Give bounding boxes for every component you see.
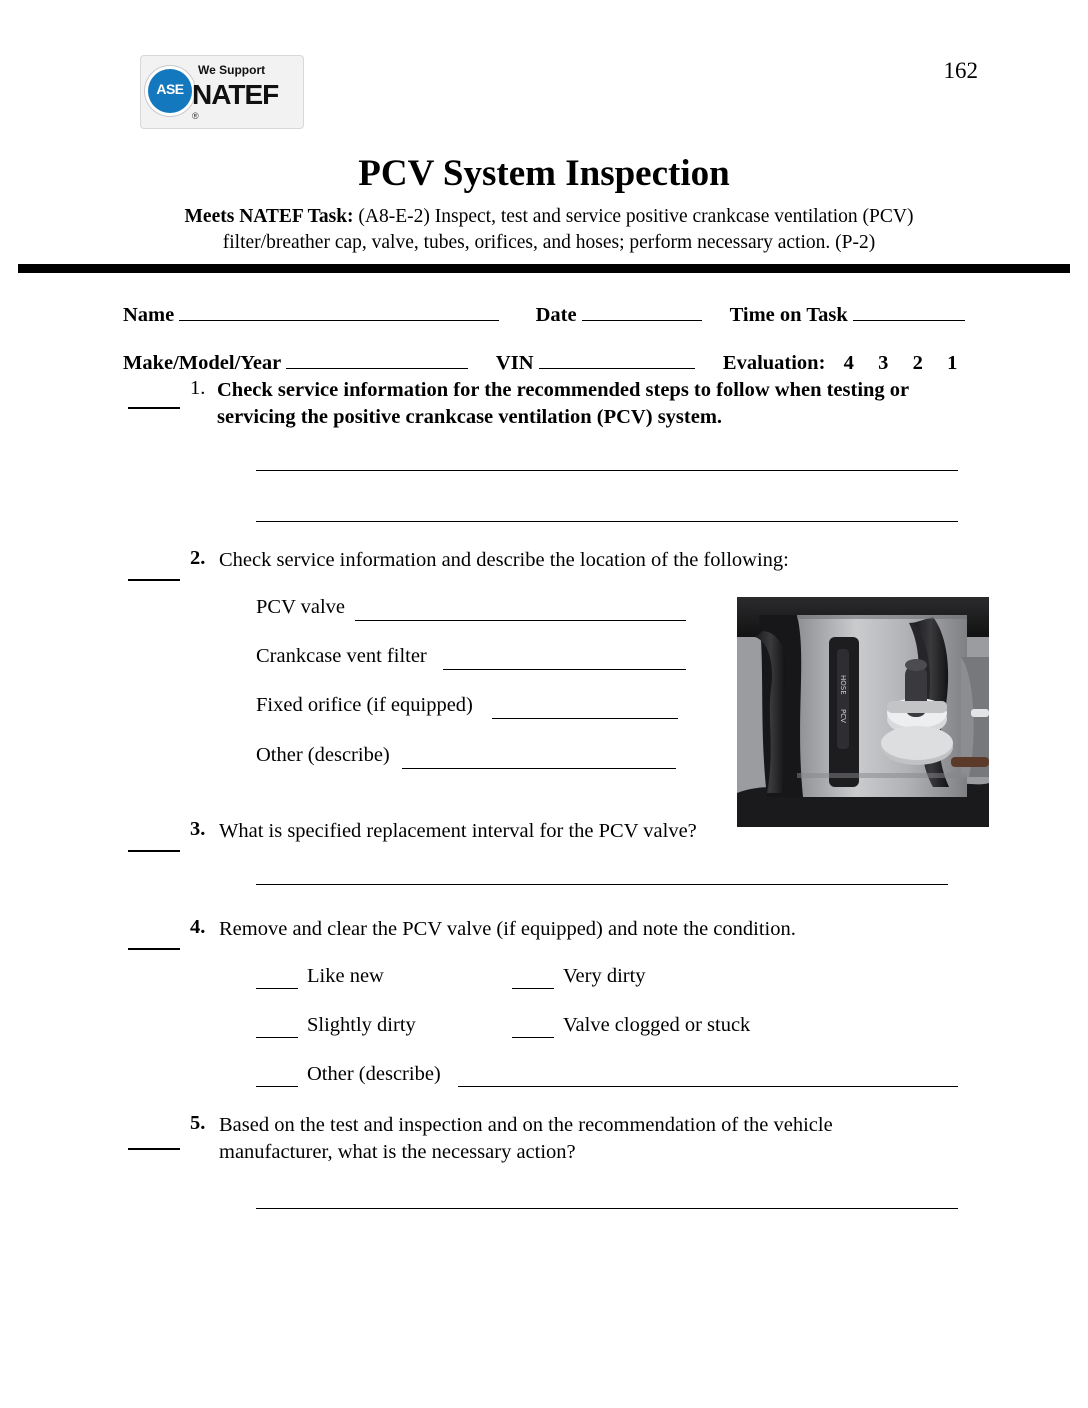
q5-score-blank[interactable] bbox=[128, 1133, 180, 1150]
q2-item-input-crankcase-vent-filter[interactable] bbox=[443, 669, 686, 670]
q1-answer-line-2[interactable] bbox=[256, 521, 958, 522]
make-model-year-input[interactable] bbox=[286, 350, 468, 369]
q3-answer-line[interactable] bbox=[256, 884, 948, 885]
q1-text bbox=[217, 377, 957, 431]
q4-checkbox-like-new[interactable] bbox=[256, 988, 298, 989]
name-input[interactable] bbox=[179, 302, 499, 321]
q2-text: Check service information and describe the location of the following: bbox=[219, 549, 789, 571]
svg-text:PCV: PCV bbox=[839, 709, 847, 723]
ase-gear-icon bbox=[148, 69, 192, 113]
evaluation-option-2[interactable]: 2 bbox=[912, 352, 923, 374]
q2-number: 2. bbox=[190, 547, 206, 569]
q2-item-label-pcv-valve: PCV valve bbox=[256, 596, 346, 618]
evaluation-option-4[interactable]: 4 bbox=[843, 352, 854, 374]
q3-score-blank[interactable] bbox=[128, 835, 180, 852]
q3-number: 3. bbox=[190, 818, 206, 840]
logo-registered-mark: ® bbox=[192, 111, 199, 121]
natef-task-description bbox=[120, 204, 978, 256]
vin-input[interactable] bbox=[539, 350, 695, 369]
q4-option-like-new: Like new bbox=[307, 965, 384, 987]
q4-option-valve-clogged: Valve clogged or stuck bbox=[563, 1014, 751, 1036]
page-title: PCV System Inspection bbox=[358, 153, 730, 194]
q4-checkbox-slightly-dirty[interactable] bbox=[256, 1037, 298, 1038]
q4-checkbox-very-dirty[interactable] bbox=[512, 988, 554, 989]
logo-org-text: NATEF bbox=[192, 79, 279, 110]
time-on-task-input[interactable] bbox=[853, 302, 965, 321]
svg-text:HOSE: HOSE bbox=[839, 675, 847, 695]
ase-gear-label: ASE bbox=[156, 81, 184, 97]
q1-answer-line-1[interactable] bbox=[256, 470, 958, 471]
q5-text-line2: manufacturer, what is the necessary action? bbox=[219, 1141, 576, 1163]
q4-other-input[interactable] bbox=[458, 1086, 958, 1087]
task-text-line2: filter/breather cap, valve, tubes, orifices, and hoses; perform necessary action. (P-2) bbox=[222, 232, 876, 253]
q2-item-label-other: Other (describe) bbox=[256, 744, 390, 766]
q2-item-input-other[interactable] bbox=[402, 768, 676, 769]
evaluation-option-1[interactable]: 1 bbox=[947, 352, 958, 374]
time-on-task-label: Time on Task bbox=[729, 304, 848, 326]
q4-text: Remove and clear the PCV valve (if equipped) and note the condition. bbox=[219, 918, 796, 940]
make-model-year-label: Make/Model/Year bbox=[123, 352, 281, 374]
q2-item-label-crankcase-vent-filter: Crankcase vent filter bbox=[256, 645, 427, 667]
q5-number: 5. bbox=[190, 1112, 206, 1134]
q5-answer-line[interactable] bbox=[256, 1208, 958, 1209]
q1-text-line2: servicing the positive crankcase ventilation (PCV) system. bbox=[217, 406, 723, 428]
q4-option-other: Other (describe) bbox=[307, 1063, 441, 1085]
q4-checkbox-other[interactable] bbox=[256, 1086, 298, 1087]
name-label: Name bbox=[123, 304, 175, 326]
date-label: Date bbox=[535, 304, 577, 326]
q1-score-blank[interactable] bbox=[128, 392, 180, 409]
q4-option-slightly-dirty: Slightly dirty bbox=[307, 1014, 416, 1036]
natef-logo bbox=[140, 55, 302, 127]
header-divider bbox=[18, 264, 1070, 273]
q2-item-input-fixed-orifice[interactable] bbox=[492, 718, 678, 719]
q1-number: 1. bbox=[190, 377, 206, 399]
engine-bay-pcv-valve-photo bbox=[737, 597, 989, 827]
q5-text-line1: Based on the test and inspection and on the recommendation of the vehicle bbox=[219, 1114, 833, 1136]
q5-text bbox=[219, 1112, 919, 1166]
q4-score-blank[interactable] bbox=[128, 933, 180, 950]
page-number: 162 bbox=[943, 58, 978, 83]
task-text-line1: (A8-E-2) Inspect, test and service positive crankcase ventilation (PCV) bbox=[358, 206, 914, 227]
q3-text: What is specified replacement interval for the PCV valve? bbox=[219, 820, 697, 842]
vin-label: VIN bbox=[495, 352, 534, 374]
q4-checkbox-valve-clogged[interactable] bbox=[512, 1037, 554, 1038]
q4-option-very-dirty: Very dirty bbox=[563, 965, 646, 987]
q2-score-blank[interactable] bbox=[128, 564, 180, 581]
q2-item-label-fixed-orifice: Fixed orifice (if equipped) bbox=[256, 694, 473, 716]
name-field-row bbox=[123, 302, 965, 327]
q1-text-line1: Check service information for the recommended steps to follow when testing or bbox=[217, 379, 910, 401]
q4-number: 4. bbox=[190, 916, 206, 938]
date-input[interactable] bbox=[582, 302, 702, 321]
task-label: Meets NATEF Task: bbox=[184, 206, 354, 227]
q2-item-input-pcv-valve[interactable] bbox=[355, 620, 686, 621]
evaluation-label: Evaluation: bbox=[722, 352, 826, 374]
vehicle-field-row bbox=[123, 350, 957, 375]
evaluation-option-3[interactable]: 3 bbox=[878, 352, 889, 374]
logo-support-text: We Support bbox=[198, 63, 266, 77]
